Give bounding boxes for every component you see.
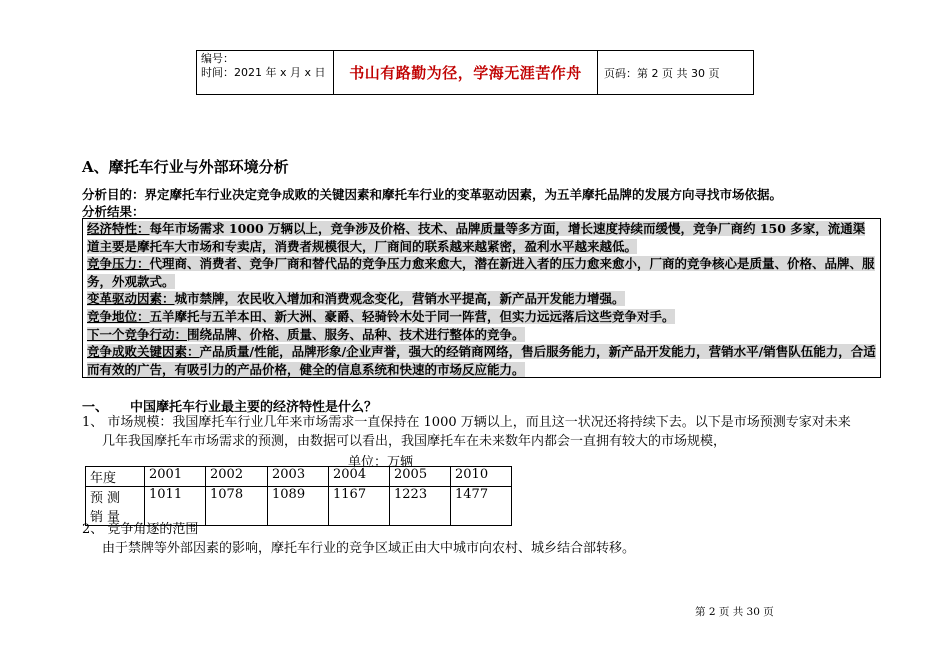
result-text: 代理商、消费者、竞争厂商和替代品的竞争压力愈来愈大，潜在新进入者的压力愈来愈小，厂商的竞争核心是质量、价格、品牌、服务，外观款式。 [87, 256, 875, 289]
forecast-table [85, 466, 512, 526]
table-header-label: 年度 [86, 467, 145, 487]
table-cell: 2003 [268, 467, 329, 487]
analysis-result-label: 分析结果： [82, 204, 145, 219]
analysis-purpose: 分析目的：界定摩托车行业决定竞争成败的关键因素和摩托车行业的变革驱动因素，为五羊摩托品牌的发展方向寻找市场依据。 [82, 187, 783, 202]
table-cell: 1089 [268, 487, 329, 526]
result-text: 围绕品牌、价格、质量、服务、品种、技术进行整体的竞争。 [187, 326, 525, 342]
result-label: 下一个竞争行动： [87, 326, 188, 342]
header-page-label: 页码：第 2 页 共 30 页 [604, 66, 720, 80]
table-cell: 2005 [390, 467, 451, 487]
result-item [87, 255, 876, 290]
number-label: 编号： [201, 52, 234, 65]
competition-scope-text: 由于禁牌等外部因素的影响，摩托车行业的竞争区域正由大中城市向农村、城乡结合部转移。 [102, 541, 636, 556]
result-text: 五羊摩托与五羊本田、新大洲、豪爵、轻骑铃木处于同一阵营，但实力远远落后这些竞争对手。 [149, 308, 675, 324]
table-row-label: 预测销量 [86, 487, 145, 526]
table-cell: 2010 [451, 467, 512, 487]
result-label: 变革驱动因素： [87, 291, 175, 307]
result-text: 每年市场需求 1000 万辆以上，竞争涉及价格、技术、品牌质量等多方面，增长速度持续而缓慢，竞争厂商约 150 多家，流通渠道主要是摩托车大市场和专卖店，消费者规模很大，厂商间的联系越来越紧密，盈利水平越来越低。 [87, 221, 866, 254]
page-footer: 第 2 页 共 30 页 [695, 606, 774, 618]
table-unit: 单位：万辆 [348, 455, 414, 470]
market-size-paragraph [82, 413, 882, 451]
result-label: 竞争压力： [87, 256, 150, 272]
market-size-line1: 1、 市场规模：我国摩托车行业几年来市场需求一直保持在 1000 万辆以上，而且这一状况还将持续下去。以下是市场预测专家对未来 [82, 415, 851, 430]
result-item [87, 308, 876, 326]
result-text: 产品质量/性能，品牌形象/企业声誉，强大的经销商网络，售后服务能力，新产品开发能力，营销水平/销售队伍能力，合适而有效的广告，有吸引力的产品价格，健全的信息系统和快速的市场反应能力。 [87, 344, 876, 377]
header-motto: 书山有路勤为径，学海无涯苦作舟 [334, 51, 598, 94]
competition-scope-title: 2、 竞争角逐的范围 [82, 522, 199, 537]
result-item [87, 343, 876, 378]
result-text: 城市禁牌，农民收入增加和消费观念变化，营销水平提高，新产品开发能力增强。 [174, 291, 625, 307]
table-cell: 1078 [206, 487, 268, 526]
result-label: 竞争地位： [87, 308, 150, 324]
header-meta [197, 51, 334, 94]
table-cell: 2004 [329, 467, 390, 487]
table-cell: 1477 [451, 487, 512, 526]
time-label: 时间：2021 年 x 月 x 日 [201, 66, 326, 79]
table-cell: 2001 [145, 467, 206, 487]
market-size-line2: 几年我国摩托车市场需求的预测，由数据可以看出，我国摩托车在未来数年内都会一直拥有较大的市场规模， [102, 434, 727, 449]
table-cell: 1011 [145, 487, 206, 526]
section-title: A、摩托车行业与外部环境分析 [82, 158, 289, 176]
table-cell: 2002 [206, 467, 268, 487]
table-row [86, 467, 512, 487]
table-cell: 1223 [390, 487, 451, 526]
table-cell: 1167 [329, 487, 390, 526]
question-title: 中国摩托车行业最主要的经济特性是什么？ [130, 400, 378, 415]
page-header [196, 50, 754, 95]
analysis-results-box [82, 218, 881, 378]
result-label: 经济特性： [87, 221, 150, 236]
result-item [87, 220, 876, 255]
result-item [87, 326, 876, 344]
question-number: 一、 [82, 400, 109, 415]
result-label: 竞争成败关键因素： [87, 344, 200, 360]
result-item [87, 290, 876, 308]
